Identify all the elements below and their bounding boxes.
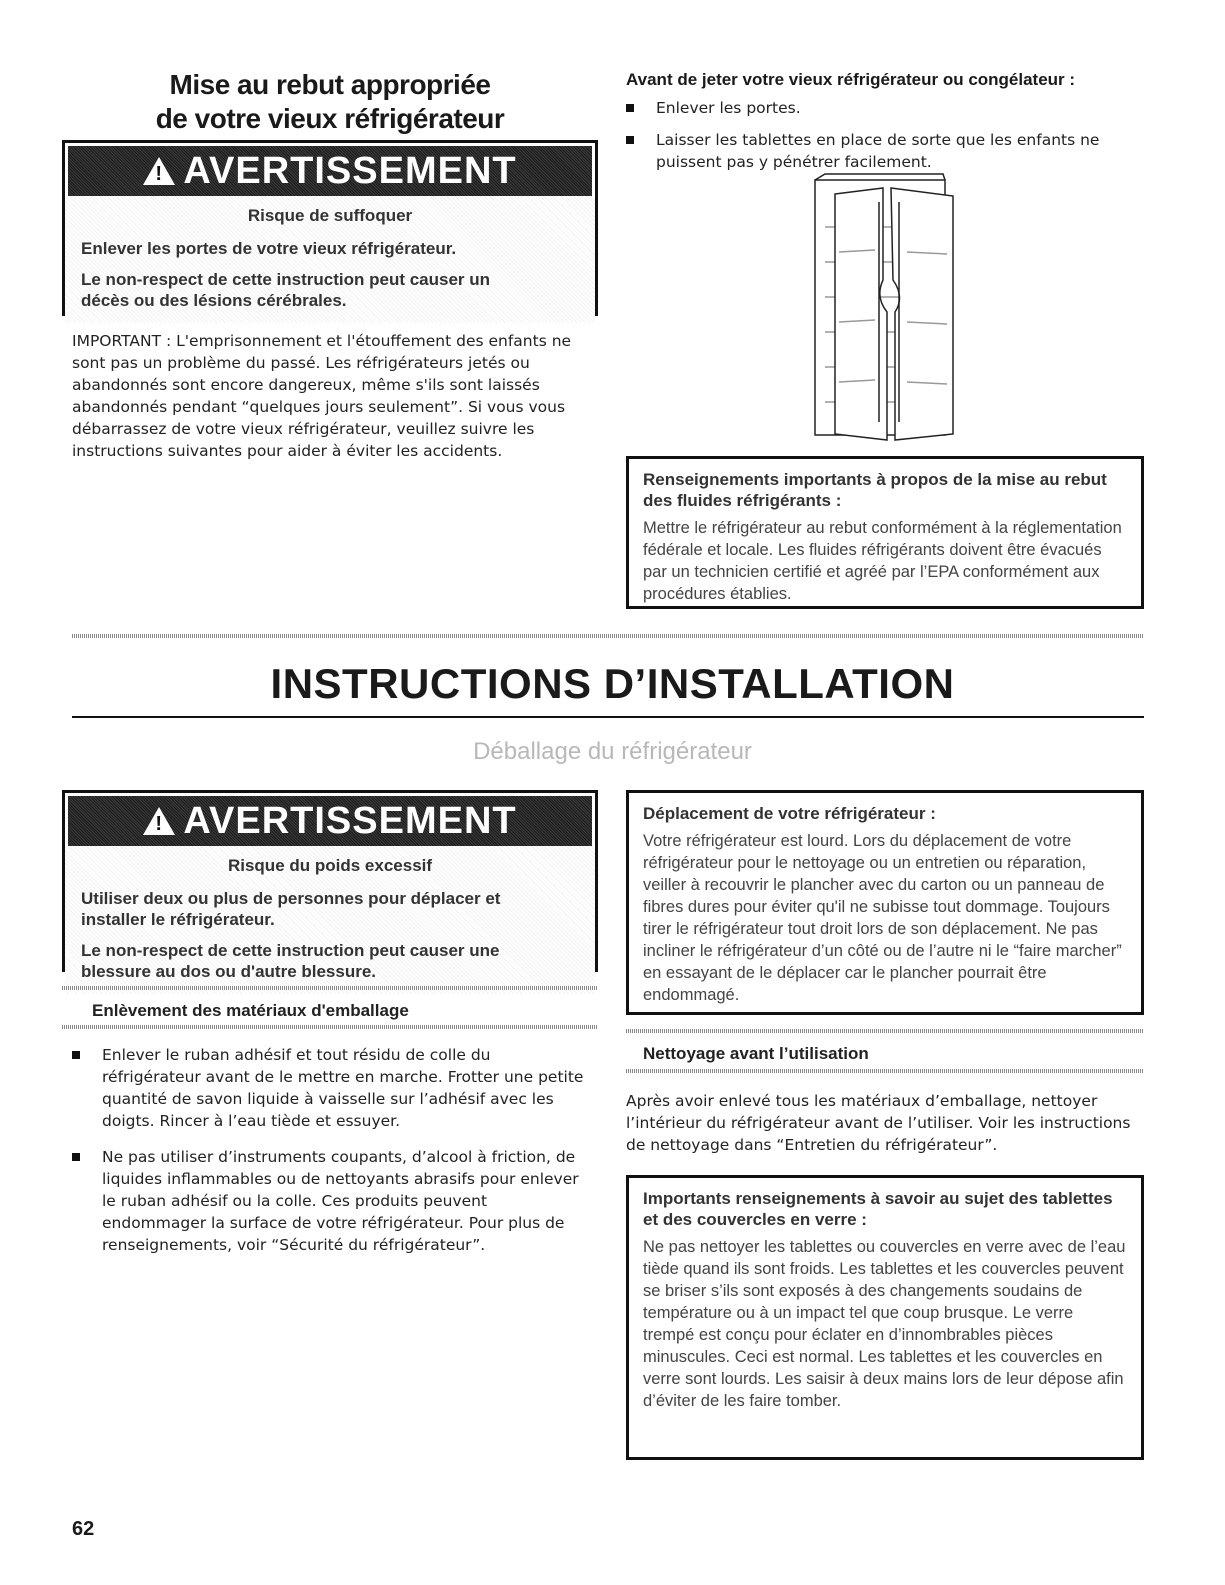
packaging-heading: Enlèvement des matériaux d'emballage (92, 1001, 409, 1020)
warning-body (65, 846, 595, 994)
disposal-title (110, 68, 550, 136)
list-item: Enlever le ruban adhésif et tout résidu de colle du réfrigérateur avant de le mettre en marche. Frotter une petite quantité de savon liquide à vaisselle sur l’adhésif avec les doigts. Rincer à l’eau tiède et essuyer. (72, 1044, 592, 1132)
disposal-title-line2: de votre vieux réfrigérateur (155, 103, 505, 134)
warning-label: AVERTISSEMENT (183, 149, 517, 192)
list-item: Ne pas utiliser d’instruments coupants, d’alcool à friction, de liquides inflammables ou de nettoyants abrasifs pour enlever le ruban adhésif ou la colle. Ces produits peuvent endommager la surface de votre réfrigérateur. Pour plus de renseignements, voir “Sécurité du réfrigérateur”. (72, 1146, 592, 1256)
warning-risk: Risque du poids excessif (227, 856, 433, 875)
warning-header (68, 796, 592, 846)
warning-triangle-icon (143, 807, 175, 835)
refrigerator-drawing-icon (795, 172, 975, 447)
moving-title: Déplacement de votre réfrigérateur : (643, 804, 936, 823)
moving-text: Votre réfrigérateur est lourd. Lors du déplacement de votre réfrigérateur pour le nettoyage ou un entretien ou réparation, veiller à recouvrir le plancher avec du carton ou un panneau de fibres dures pour éviter qu'il ne subisse tout dommage. Toujours tirer le réfrigérateur tout droit lors de son déplacement. Ne pas incliner le réfrigérateur d’un côté ou de l’autre ni le “faire marcher” en essayant de le déplacer car le plancher pourrait être endommagé. (643, 832, 1122, 1004)
suffocation-warning-box (62, 140, 598, 316)
shelves-title: Importants renseignements à savoir au sujet des tablettes et des couvercles en verre : (643, 1189, 1113, 1229)
section-rule (62, 1025, 598, 1029)
title-underline (72, 716, 1144, 718)
important-paragraph: IMPORTANT : L'emprisonnement et l'étouffement des enfants ne sont pas un problème du passé. Les réfrigérateurs jetés ou abandonnés sont encore dangereux, même s'ils sont laissés abandonnés pendant “quelques jours seulement”. Si vous vous débarrassez de votre vieux réfrigérateur, veuillez suivre les instructions suivantes pour aider à éviter les accidents. (72, 332, 572, 460)
disposal-title-line1: Mise au rebut appropriée (169, 69, 491, 100)
refrigerator-illustration (795, 172, 975, 447)
section-rule (626, 1029, 1144, 1033)
list-item: Enlever les portes. (626, 97, 1126, 119)
moving-info-box (626, 790, 1144, 1015)
page-title: INSTRUCTIONS D’INSTALLATION (270, 660, 955, 707)
warning-body (65, 196, 595, 323)
warning-triangle-icon (143, 157, 175, 185)
shelves-text: Ne pas nettoyer les tablettes ou couvercles en verre avec de l’eau tiède quand ils sont froids. Les tablettes et les couvercles peuvent se briser s’ils sont exposés à des changements soudains de température ou à un impact tel que coup brusque. Le verre trempé est conçu pour éclater en d’innombrables pièces minuscules. Ceci est normal. Les tablettes et les couvercles en verre sont lourds. Les saisir à deux mains lors de leur dépose afin d’éviter de les faire tomber. (643, 1238, 1126, 1410)
weight-warning-box (62, 790, 598, 981)
refrigerants-text: Mettre le réfrigérateur au rebut conformément à la réglementation fédérale et locale. Les fluides réfrigérants doivent être évacués par un technicien certifié et agréé par l’EPA conformément aux procédures établies. (643, 519, 1122, 603)
warning-label: AVERTISSEMENT (183, 799, 517, 842)
warning-header (68, 146, 592, 196)
section-subtitle: Déballage du réfrigérateur (473, 738, 752, 765)
warning-instruction: Enlever les portes de votre vieux réfrigérateur. (81, 239, 457, 258)
before-discard-list (626, 97, 1126, 183)
warning-consequence: Le non-respect de cette instruction peut causer une blessure au dos ou d'autre blessure. (81, 941, 500, 981)
list-item: Laisser les tablettes en place de sorte que les enfants ne puissent pas y pénétrer facilement. (626, 129, 1126, 173)
refrigerants-title: Renseignements importants à propos de la mise au rebut des fluides réfrigérants : (643, 470, 1107, 510)
page-number: 62 (72, 1518, 95, 1540)
before-discard-heading: Avant de jeter votre vieux réfrigérateur ou congélateur : (626, 70, 1076, 89)
warning-instruction: Utiliser deux ou plus de personnes pour déplacer et installer le réfrigérateur. (81, 889, 501, 929)
warning-risk: Risque de suffoquer (247, 206, 413, 225)
cleaning-text: Après avoir enlevé tous les matériaux d’emballage, nettoyer l’intérieur du réfrigérateur avant de l’utiliser. Voir les instructions de nettoyage dans “Entretien du réfrigérateur”. (626, 1092, 1131, 1154)
refrigerants-info-box (626, 456, 1144, 609)
section-rule (62, 986, 598, 990)
section-divider (72, 634, 1144, 638)
section-rule (626, 1069, 1144, 1073)
shelves-info-box (626, 1175, 1144, 1460)
packaging-list (72, 1044, 592, 1266)
warning-consequence: Le non-respect de cette instruction peut causer un décès ou des lésions cérébrales. (81, 270, 491, 310)
cleaning-heading: Nettoyage avant l’utilisation (643, 1044, 869, 1063)
